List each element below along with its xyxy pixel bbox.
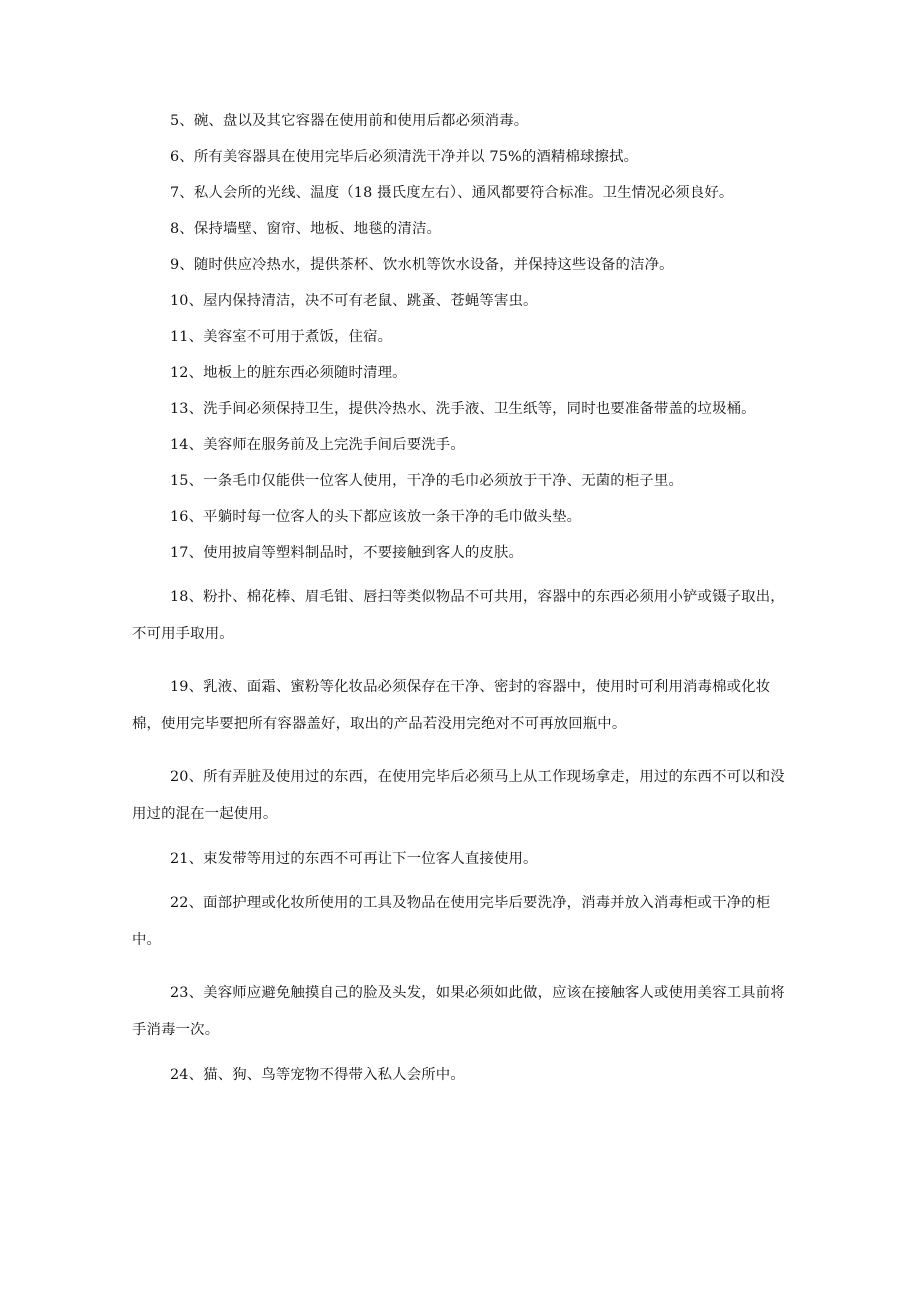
rule-item-11: 11、美容室不可用于煮饭，住宿。 [170,329,393,345]
rule-item-10: 10、屋内保持清洁，决不可有老鼠、跳蚤、苍蝇等害虫。 [170,293,538,309]
rule-item-22: 22、面部护理或化妆所使用的工具及物品在使用完毕后要洗净，消毒并放入消毒柜或干净的柜中。 [132,895,771,948]
rule-item-24: 24、猫、狗、鸟等宠物不得带入私人会所中。 [170,1067,465,1083]
rule-item-23: 23、美容师应避免触摸自己的脸及头发，如果必须如此做，应该在接触客人或使用美容工具前将手消毒一次。 [132,985,785,1038]
rule-item-20: 20、所有弄脏及使用过的东西，在使用完毕后必须马上从工作现场拿走，用过的东西不可以和没用过的混在一起使用。 [132,769,785,822]
rule-item-6: 6、所有美容器具在使用完毕后必须清洗干净并以 75%的酒精棉球擦拭。 [170,149,639,165]
rule-item-5: 5、碗、盘以及其它容器在使用前和使用后都必须消毒。 [170,113,529,129]
rule-item-19: 19、乳液、面霜、蜜粉等化妆品必须保存在干净、密封的容器中，使用时可利用消毒棉或化妆棉，使用完毕要把所有容器盖好，取出的产品若没用完绝对不可再放回瓶中。 [132,679,771,732]
rule-item-14: 14、美容师在服务前及上完洗手间后要洗手。 [170,437,465,453]
rule-item-21: 21、束发带等用过的东西不可再让下一位客人直接使用。 [170,851,538,867]
rule-item-15: 15、一条毛巾仅能供一位客人使用，干净的毛巾必须放于干净、无菌的柜子里。 [170,473,683,489]
rule-item-12: 12、地板上的脏东西必须随时清理。 [170,365,407,381]
rule-item-18: 18、粉扑、棉花棒、眉毛钳、唇扫等类似物品不可共用，容器中的东西必须用小铲或镊子取出，不可用手取用。 [132,589,785,642]
rule-item-8: 8、保持墙壁、窗帘、地板、地毯的清洁。 [170,221,442,237]
rule-item-17: 17、使用披肩等塑料制品时，不要接触到客人的皮肤。 [170,545,524,561]
rule-item-7: 7、私人会所的光线、温度（18 摄氏度左右）、通风都要符合标准。卫生情况必须良好。 [170,185,734,201]
rule-item-9: 9、随时供应冷热水，提供茶杯、饮水机等饮水设备，并保持这些设备的洁净。 [170,257,674,273]
document-body [132,111,792,1101]
rule-item-16: 16、平躺时每一位客人的头下都应该放一条干净的毛巾做头垫。 [170,509,582,525]
rule-item-13: 13、洗手间必须保持卫生，提供冷热水、洗手液、卫生纸等，同时也要准备带盖的垃圾桶。 [170,401,756,417]
